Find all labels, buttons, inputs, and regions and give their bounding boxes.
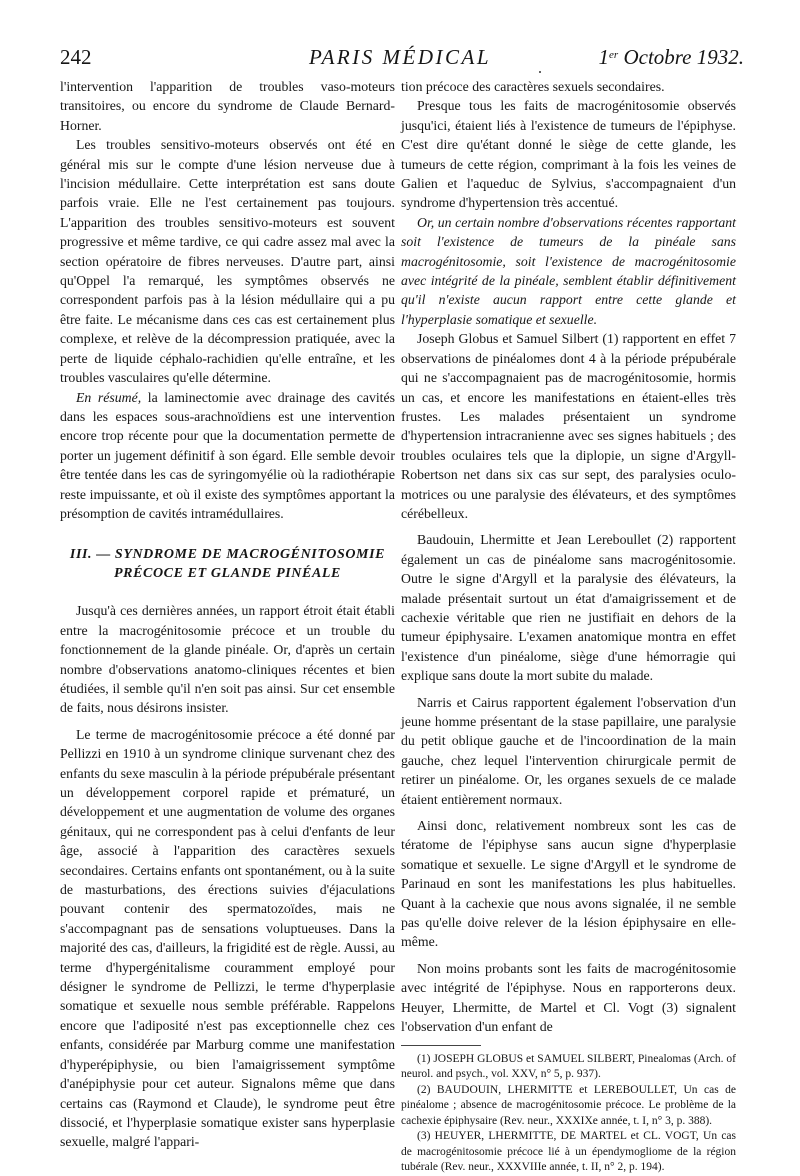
paragraph: Jusqu'à ces dernières années, un rapport étroit était établi entre la macrogénitosomie précoce et un trouble du fonctionnement de la glande pinéale. Or, d'après un certain nombre d'observations anatomo-cliniques récentes et bien étudiées, il semble qu'il n'en soit pas ainsi. Sur cet ensemble de faits, nous désirons insister. xyxy=(60,603,395,716)
section-heading: III. — SYNDROME DE MACROGÉNITOSOMIE PRÉCOCE ET GLANDE PINÉALE xyxy=(69,547,386,582)
journal-title: PARIS MÉDICAL xyxy=(308,45,491,69)
footnote: (1) JOSEPH GLOBUS et SAMUEL SILBERT, Pinealomas (Arch. of neurol. and psych., vol. XXV, n° 5, p. 937). xyxy=(401,1052,736,1080)
summary-lead: En résumé, xyxy=(76,389,142,405)
paragraph: Non moins probants sont les faits de macrogénitosomie avec intégrité de l'épiphyse. Nous en rapporterons deux. Heuyer, Lhermitte, de Martel et Cl. Vogt (3) signalent l'observation d'un enfant de xyxy=(401,960,736,1035)
summary-text: la laminectomie avec drainage des cavités dans les espaces sous-arachnoïdiens est une intervention encore trop récente pour que la documentation permette de porter un jugement définitif à son égard. Elle semble devoir être tentée dans les cas de syringomyélie où la radiothérapie reste impuissante, et où il existe des symptômes apportant la présomption de cavités intramédullaires. xyxy=(60,389,396,521)
footnote: (3) HEUYER, LHERMITTE, DE MARTEL et CL. VOGT, Un cas de macrogénitosomie précoce lié à un épendymogliome de la région tubérale (Rev. neur., XXXVIIIe année, t. II, n° 2, p. 194). xyxy=(401,1130,736,1173)
footnote-divider xyxy=(401,1045,481,1046)
paragraph: Narris et Cairus rapportent également l'observation d'un jeune homme présentant de la stase papillaire, une paralysie du petit oblique gauche et de l'incoordination de la main gauche, chez lequel l'intervention chirurgicale permit de retirer un pinéalome. Or, les organes sexuels de ce malade étaient entièrement normaux. xyxy=(401,694,736,807)
paragraph-summary xyxy=(60,388,395,524)
right-column xyxy=(401,77,736,1176)
paragraph: tion précoce des caractères sexuels secondaires. xyxy=(401,79,665,94)
paragraph-italic: Or, un certain nombre d'observations récentes rapportant soit l'existence de tumeurs de la pinéale sans macrogénitosomie, soit l'existence de macrogénitosomie avec intégrité de la pinéale, semblent établir définitivement qu'il n'existe aucun rapport entre cette glande et l'hyperplasie somatique et sexuelle. xyxy=(401,214,736,327)
issue-date-day: 1 xyxy=(598,45,610,69)
issue-date xyxy=(599,44,744,70)
issue-date-rest: Octobre 1932. xyxy=(618,45,744,69)
left-column xyxy=(60,77,395,1152)
print-mark xyxy=(539,71,541,73)
paragraph: Presque tous les faits de macrogénitosomie observés jusqu'ici, étaient liés à l'existence de tumeurs de l'épiphyse. C'est dire qu'étant donné le siège de cette glande, les tumeurs de cette région, comprimant à la fois les veines de Galien et l'aqueduc de Sylvius, s'accompagnaient d'un syndrome d'hypertension très accentué. xyxy=(401,98,736,211)
issue-date-ordinal: er xyxy=(609,49,619,61)
paragraph: Baudouin, Lhermitte et Jean Lereboullet (2) rapportent également un cas de pinéalome sans macrogénitosomie. Outre le signe d'Argyll et la paralysie des élévateurs, la malade présentait surtout un état d'amaigrissement et de cachexie véritable que rien ne justifiait en dehors de la tumeur épiphysaire. L'examen anatomique montra en effet l'existence d'un pinéalome, siège d'une hémorragie qui explique sans doute la mort subite du malade. xyxy=(401,532,736,684)
paragraph: Les troubles sensitivo-moteurs observés ont été en général mis sur le compte d'une lésion nerveuse due à l'incision médullaire. Cette interprétation est sans doute parfois vraie. Elle ne l'est certainement pas toujours. L'apparition des troubles sensitivo-moteurs est souvent progressive et même tardive, ce qui cadre assez mal avec la section opératoire de fibres nerveuses. D'autre part, ainsi qu'Oppel l'a remarqué, les symptômes observés ne correspondent parfois pas à la lésion médullaire qui a pu être faite. Le mécanisme dans ces cas est certainement plus complexe, et relève de la décompression pratiquée, avec la perte de liquide céphalo-rachidien qu'elle entraîne, et les troubles vasculaires qu'elle détermine. xyxy=(60,137,395,386)
paragraph: l'intervention l'apparition de troubles vaso-moteurs transitoires, ou encore du syndrome de Claude Bernard-Horner. xyxy=(60,79,395,133)
paragraph: Ainsi donc, relativement nombreux sont les cas de tératome de l'épiphyse sans aucun signe d'hyperplasie somatique et sexuelle. Le signe d'Argyll et le syndrome de Parinaud en sont les manifestations les plus habituelles. Quant à la cachexie que nous avons signalée, il ne semble pas qu'elle doive relever de la lésion épiphysaire en elle-même. xyxy=(401,818,736,950)
paragraph: Joseph Globus et Samuel Silbert (1) rapportent en effet 7 observations de pinéalomes dont 4 à la période prépubérale qui ne s'accompagnaient pas de macrogénitosomie, hormis un cas, et encore les manifestations en étaient-elles très frustes. Les malades présentaient un syndrome d'hypertension intracranienne avec ses signes habituels ; des troubles oculaires tels que la diplopie, un signe d'Argyll-Robertson net dans six cas sur sept, des paralysies oculo-motrices ou une paralysie des élévateurs, et des symptômes cérébelleux. xyxy=(401,331,736,521)
paragraph: Le terme de macrogénitosomie précoce a été donné par Pellizzi en 1910 à un syndrome clinique survenant chez des enfants du sexe masculin à la période prépubérale présentant un développement corporel rapide et prématuré, un développement et une augmentation de volume des organes génitaux, qui ne correspondent pas à celui d'enfants de leur âge, associé à l'apparition des caractères sexuels secondaires. Certains enfants ont spontanément, ou à la suite de masturbations, des érections suivies d'éjaculations pouvant contenir des spermatozoïdes, mais ne s'accompagnant pas de sensations voluptueuses. Dans la majorité des cas, d'ailleurs, la frigidité est de règle. Aussi, au terme d'hypergénitalisme couramment employé pour désigner le syndrome de Pellizzi, le terme d'hyperplasie somatique et sexuelle nous semble préférable. Rappelons encore que l'adiposité n'est pas exceptionnelle chez ces enfants, considérée par Marburg comme une manifestation d'hyperépiphysie, ou bien l'amaigrissement symptôme d'anépiphysie pour cet auteur. Signalons même que dans certains cas (Raymond et Claude), le syndrome peut être dissocié, et l'hyperplasie somatique exister sans hyperplasie sexuelle, malgré l'appari- xyxy=(60,726,395,1150)
page-number: 242 xyxy=(60,45,92,69)
footnote: (2) BAUDOUIN, LHERMITTE et LEREBOULLET, Un cas de pinéalome ; absence de macrogénitosomie précoce. Le problème de la cachexie épiphysaire (Rev. neur., XXXIXe année, t. I, n° 3, p. 388). xyxy=(401,1083,736,1127)
